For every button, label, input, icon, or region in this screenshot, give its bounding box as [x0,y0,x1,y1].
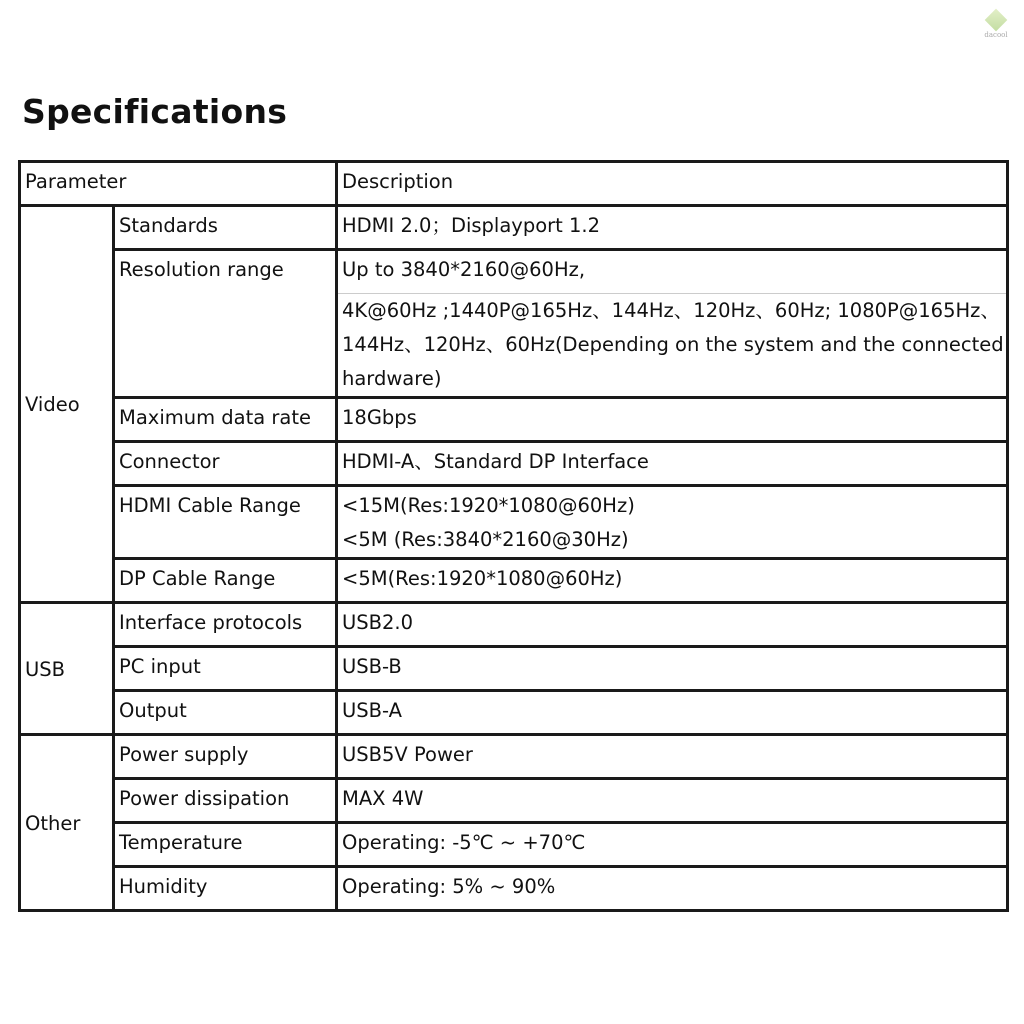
group-cell: Other [20,735,114,911]
parameter-cell: DP Cable Range [114,559,337,603]
description-cell [337,559,1008,603]
specifications-table [18,160,1009,912]
parameter-cell: Output [114,691,337,735]
description-line: USB5V Power [342,743,473,766]
description-cell [337,647,1008,691]
parameter-cell: Temperature [114,823,337,867]
description-line: <5M (Res:3840*2160@30Hz) [342,528,629,551]
watermark-text: dacool [984,31,1008,39]
description-line: Up to 3840*2160@60Hz, [342,258,586,281]
table-row [20,823,1008,867]
description-line: 4K@60Hz ;1440P@165Hz、144Hz、120Hz、60Hz; 1080P@165Hz、144Hz、120Hz、60Hz(Depending on the system and the connected hardware) [338,293,1006,396]
description-cell [337,486,1008,559]
group-cell: USB [20,603,114,735]
description-cell [337,691,1008,735]
parameter-cell: Maximum data rate [114,398,337,442]
description-cell [337,867,1008,911]
description-line: Operating: -5℃ ~ +70℃ [342,831,586,854]
parameter-cell: PC input [114,647,337,691]
table-row [20,486,1008,559]
description-cell [337,206,1008,250]
parameter-cell: Power dissipation [114,779,337,823]
description-line: Operating: 5% ~ 90% [342,875,556,898]
parameter-cell: Humidity [114,867,337,911]
description-cell [337,603,1008,647]
header-description: Description [337,162,1008,206]
group-cell: Video [20,206,114,603]
description-line: USB-B [342,655,402,678]
description-cell [337,442,1008,486]
table-row [20,206,1008,250]
parameter-cell: HDMI Cable Range [114,486,337,559]
leaf-logo-icon [985,9,1008,32]
description-line: MAX 4W [342,787,424,810]
description-cell [337,779,1008,823]
table-row [20,603,1008,647]
table-header-row [20,162,1008,206]
description-cell [337,250,1008,398]
table-row [20,647,1008,691]
description-line: 18Gbps [342,406,417,429]
description-line: <5M(Res:1920*1080@60Hz) [342,567,623,590]
description-line: <15M(Res:1920*1080@60Hz) [342,494,635,517]
table-row [20,442,1008,486]
description-line: HDMI 2.0；Displayport 1.2 [342,214,601,237]
description-line: USB2.0 [342,611,414,634]
description-line: HDMI-A、Standard DP Interface [342,450,649,473]
table-row [20,691,1008,735]
parameter-cell: Connector [114,442,337,486]
table-row [20,559,1008,603]
parameter-cell: Power supply [114,735,337,779]
table-row [20,867,1008,911]
header-parameter: Parameter [20,162,337,206]
description-line: USB-A [342,699,402,722]
table-row [20,250,1008,398]
parameter-cell: Standards [114,206,337,250]
parameter-cell: Interface protocols [114,603,337,647]
table-row [20,735,1008,779]
table-row [20,779,1008,823]
description-cell [337,735,1008,779]
page-title: Specifications [22,92,288,131]
parameter-cell: Resolution range [114,250,337,398]
table-row [20,398,1008,442]
description-cell [337,398,1008,442]
description-cell [337,823,1008,867]
watermark-logo [978,12,1014,39]
